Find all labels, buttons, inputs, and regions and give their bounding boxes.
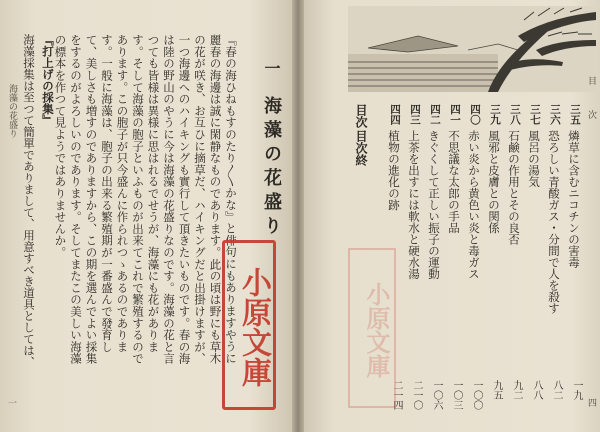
toc-entry-number: 四一 (449, 104, 461, 125)
toc-entry-number: 四〇 (469, 104, 481, 125)
toc-entry-page: 一九 (571, 380, 582, 400)
toc-entry-page: 八八 (531, 380, 542, 400)
seal-bleed-through (348, 248, 396, 408)
left-page (0, 0, 292, 432)
toc-entry-title[interactable]: 風呂の湯気 (527, 130, 541, 188)
toc-entry-page: 九二 (511, 380, 522, 400)
toc-entry-number: 三九 (489, 104, 501, 125)
toc-entry-page: 九五 (491, 380, 502, 400)
toc-entry-title[interactable]: 恐ろしい青酸ガス・分間で人を殺す (547, 130, 561, 314)
toc-entry-number: 三五 (569, 104, 581, 125)
body-paragraph: 『春の海ひねもすのたり〳〵かな』と俳句にもありますやうに麗春の海邊は誠に閑静なものであります。此の頃は野にも草木の花が咲き、お互ひに摘草だ、ハイキングだと出掛けますが、一つ海邊へのハイキングも實行して頂きたいものです。春の海は陸の野山のやうに今は海藻の花盛りなのです。海藻の花と言つても皆様は異様に思はれるでせうが、海藻にも花があります。そして海藻の胞子といふものが出来てこれで繁殖するのであります。この胞子が只今盛んに作られつゝあるのであります。一般に海藻は、胞子の出来る繁殖期が一番盛んで發育して、美しさも増すのでありますから、この期を選んでよい採集をするのがよろしいのであります。そしてまたこの美しい海藻の標本を作つて見ようではありませんか。 (53, 34, 238, 365)
stamp-text: 小原文庫 (236, 267, 271, 387)
toc-entry-title[interactable]: 燐草に含むニコチンの害毒 (567, 130, 581, 268)
pine-seascape-illustration (348, 6, 596, 92)
chapter-number: 一 (262, 60, 281, 76)
toc-entry-title[interactable]: 石鹸の作用とその良否 (507, 130, 521, 245)
section-subheading: 『打上げの採集』 (41, 34, 55, 126)
toc-entry-title[interactable]: きぐくして正しい振子の運動 (427, 130, 441, 280)
toc-entry-page: 一〇〇 (471, 380, 482, 410)
book-gutter (292, 0, 304, 432)
toc-entry-number: 四四 (389, 104, 401, 125)
edge-mark-1: 目 (588, 77, 598, 87)
edge-mark-3: 四 (588, 399, 598, 409)
toc-section-label: 目次 (354, 104, 368, 128)
toc-entry-number: 四二 (429, 104, 441, 125)
toc-entry-page: 八二 (551, 380, 562, 400)
toc-entry-number: 三八 (509, 104, 521, 125)
toc-entry-title[interactable]: 風邪と皮膚との関係 (487, 130, 501, 234)
page-number: 一 (8, 399, 18, 409)
toc-entry-page: 二一〇 (411, 380, 422, 410)
edge-mark-2: 次 (588, 111, 598, 121)
toc-entry-number: 四三 (409, 104, 421, 125)
toc-entry-page: 一〇三 (451, 380, 462, 410)
body-paragraph-2: 海藻採集は至つて簡單でありまして、用意すべき道具としては、 (22, 34, 36, 368)
toc-entry-title[interactable]: 不思議な太郎の手品 (447, 130, 461, 234)
toc-entry-number: 三六 (549, 104, 561, 125)
toc-entry-page: 一〇六 (431, 380, 442, 410)
running-header: 海藻の花盛り (7, 84, 17, 138)
toc-end-label: 目次終 (354, 130, 368, 166)
toc-entry-number: 三七 (529, 104, 541, 125)
ghost-stamp-text: 小原文庫 (362, 282, 391, 378)
toc-entry-title[interactable]: 赤い炎から黄色い炎と毒ガス (467, 130, 481, 280)
chapter-title: 海藻の花盛り (261, 96, 282, 240)
library-seal-stamp (222, 240, 276, 410)
toc-entry-title[interactable]: 上茶を出すには軟水と硬水湯 (407, 130, 421, 280)
toc-entry-page: 二一四 (391, 380, 402, 410)
toc-entry-title[interactable]: 植物の進化の跡 (387, 130, 401, 211)
